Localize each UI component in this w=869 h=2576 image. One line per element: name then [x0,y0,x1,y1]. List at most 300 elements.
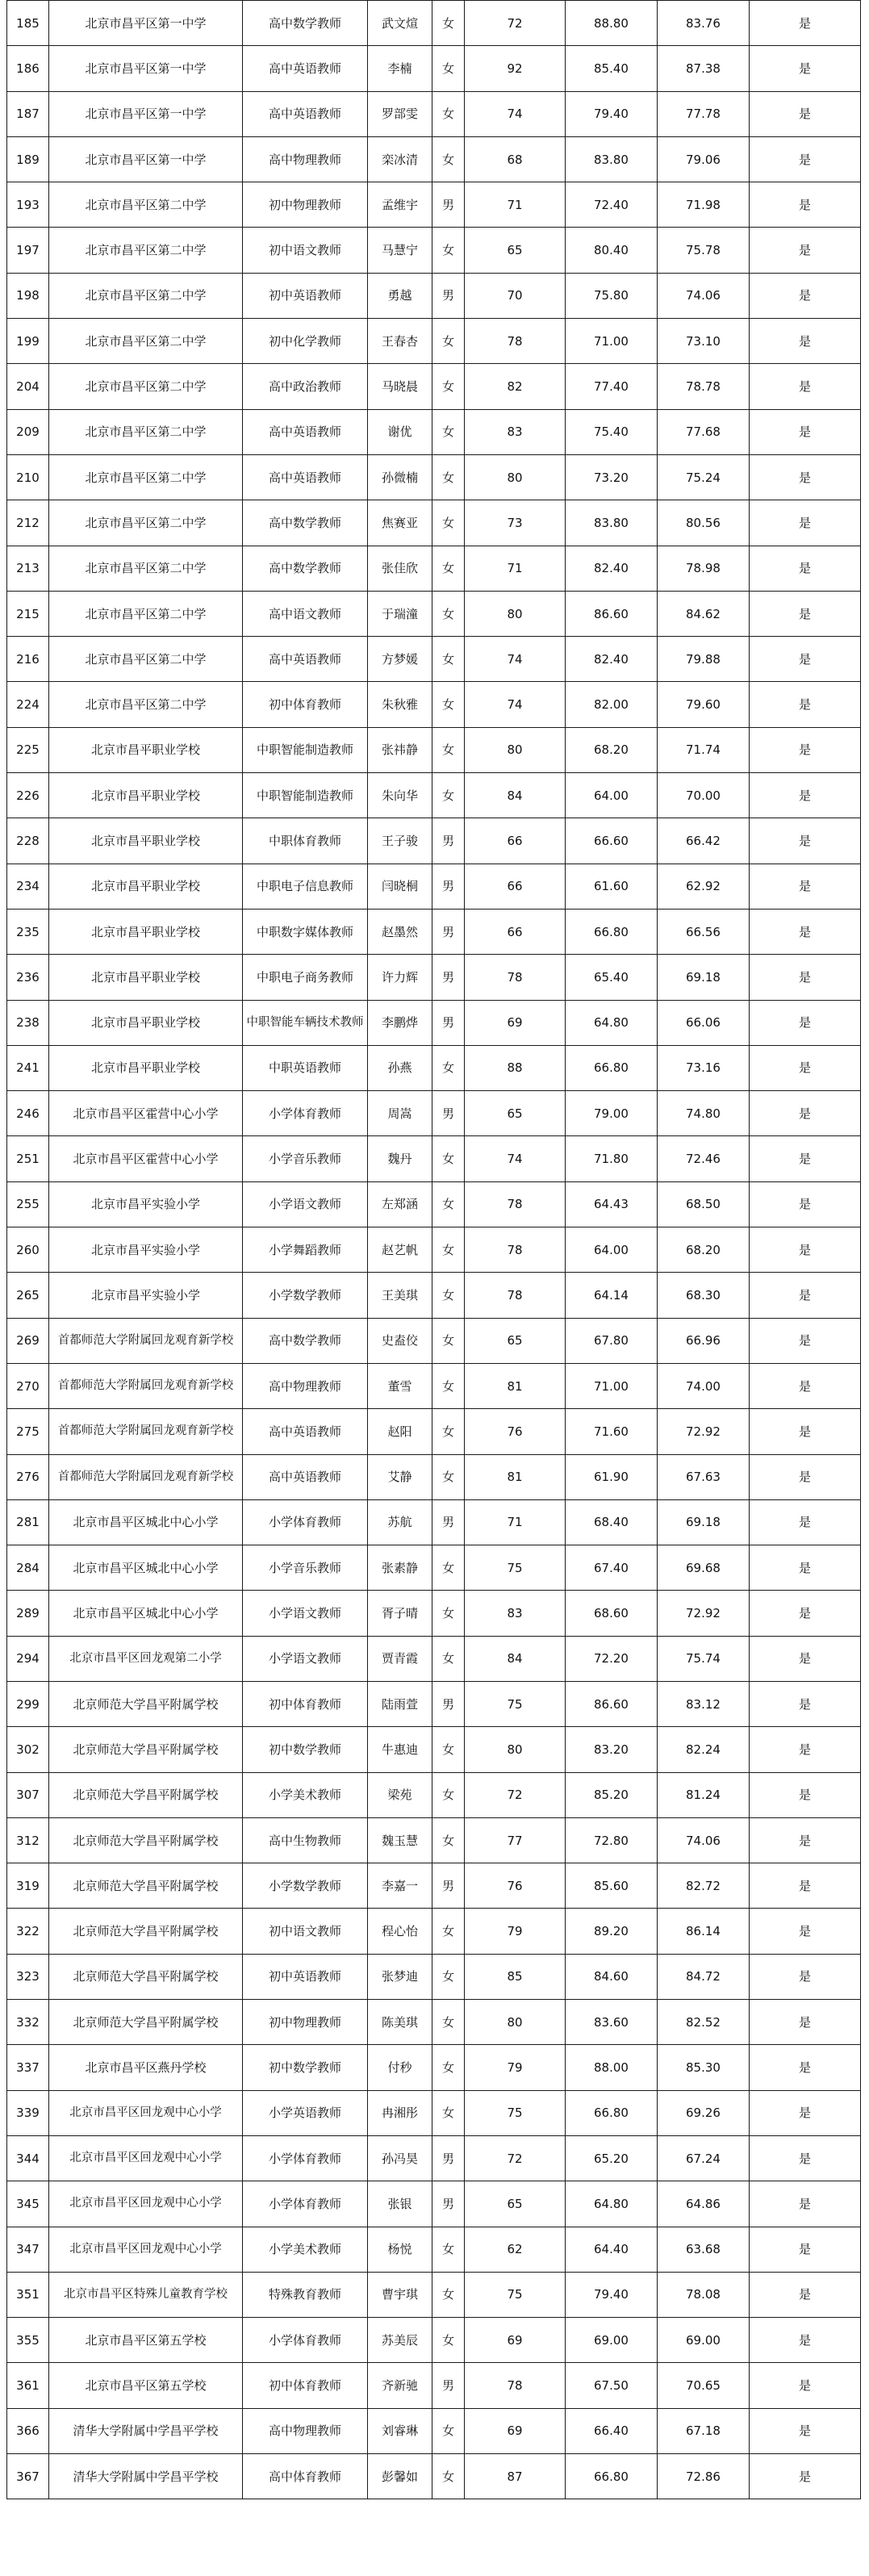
cell-gender: 女 [432,1772,465,1817]
table-row [7,1454,861,1499]
cell-qualified: 是 [750,1545,861,1591]
table-row [7,955,861,1000]
cell-position: 小学音乐教师 [243,1136,368,1181]
cell-total-score: 70.00 [658,773,750,818]
cell-gender: 男 [432,2135,465,2181]
cell-candidate-id: 197 [7,228,49,273]
cell-school: 北京师范大学昌平附属学校 [49,1681,243,1726]
cell-school: 北京市昌平职业学校 [49,864,243,909]
table-row [7,2000,861,2045]
cell-candidate-id: 236 [7,955,49,1000]
cell-name: 栾冰清 [368,136,432,182]
cell-name: 梁苑 [368,1772,432,1817]
cell-candidate-id: 235 [7,909,49,954]
cell-gender: 女 [432,1591,465,1636]
cell-total-score: 68.50 [658,1181,750,1227]
cell-interview-score: 64.14 [566,1273,658,1318]
cell-written-score: 65 [465,1091,566,1136]
cell-candidate-id: 347 [7,2227,49,2272]
cell-interview-score: 66.80 [566,2090,658,2135]
cell-interview-score: 75.80 [566,273,658,318]
cell-interview-score: 85.60 [566,1863,658,1909]
cell-position: 中职电子信息教师 [243,864,368,909]
cell-gender: 女 [432,319,465,364]
cell-school: 北京市昌平区第二中学 [49,591,243,636]
cell-written-score: 79 [465,2045,566,2090]
cell-written-score: 84 [465,773,566,818]
cell-total-score: 73.16 [658,1045,750,1090]
cell-qualified: 是 [750,1181,861,1227]
cell-total-score: 83.76 [658,1,750,46]
cell-interview-score: 82.00 [566,682,658,727]
cell-total-score: 82.72 [658,1863,750,1909]
table-row [7,1727,861,1772]
cell-school: 北京市昌平区第五学校 [49,2318,243,2363]
cell-interview-score: 79.00 [566,1091,658,1136]
cell-candidate-id: 366 [7,2408,49,2453]
table-row [7,364,861,409]
cell-name: 谢优 [368,409,432,454]
cell-candidate-id: 216 [7,637,49,682]
cell-gender: 女 [432,500,465,546]
cell-name: 程心怡 [368,1909,432,1954]
cell-written-score: 81 [465,1454,566,1499]
cell-school: 北京市昌平职业学校 [49,818,243,864]
cell-name: 彭馨如 [368,2454,432,2499]
cell-position: 特殊教育教师 [243,2272,368,2317]
cell-candidate-id: 260 [7,1227,49,1273]
cell-written-score: 71 [465,546,566,591]
cell-written-score: 74 [465,1136,566,1181]
cell-written-score: 66 [465,909,566,954]
cell-qualified: 是 [750,955,861,1000]
cell-position: 小学体育教师 [243,2181,368,2227]
cell-position: 初中化学教师 [243,319,368,364]
cell-school: 北京师范大学昌平附属学校 [49,1909,243,1954]
cell-name: 苏航 [368,1499,432,1545]
cell-name: 许力辉 [368,955,432,1000]
cell-written-score: 92 [465,46,566,91]
cell-qualified: 是 [750,1045,861,1090]
table-row [7,1136,861,1181]
cell-written-score: 83 [465,1591,566,1636]
cell-candidate-id: 270 [7,1363,49,1408]
table-row [7,2363,861,2408]
cell-candidate-id: 294 [7,1636,49,1681]
table-row [7,1545,861,1591]
cell-qualified: 是 [750,1591,861,1636]
cell-qualified: 是 [750,637,861,682]
cell-school: 北京师范大学昌平附属学校 [49,2000,243,2045]
cell-gender: 女 [432,637,465,682]
cell-candidate-id: 289 [7,1591,49,1636]
cell-candidate-id: 367 [7,2454,49,2499]
cell-interview-score: 71.00 [566,1363,658,1408]
cell-name: 魏丹 [368,1136,432,1181]
cell-gender: 男 [432,955,465,1000]
cell-position: 小学语文教师 [243,1181,368,1227]
cell-name: 史盍佼 [368,1318,432,1363]
cell-written-score: 83 [465,409,566,454]
cell-qualified: 是 [750,1727,861,1772]
cell-qualified: 是 [750,909,861,954]
cell-written-score: 70 [465,273,566,318]
cell-gender: 女 [432,2090,465,2135]
cell-name: 牛惠迪 [368,1727,432,1772]
cell-position: 小学美术教师 [243,2227,368,2272]
cell-gender: 女 [432,2408,465,2453]
table-row [7,2408,861,2453]
cell-interview-score: 68.60 [566,1591,658,1636]
cell-qualified: 是 [750,1954,861,1999]
cell-candidate-id: 332 [7,2000,49,2045]
table-row [7,409,861,454]
cell-name: 周嵩 [368,1091,432,1136]
cell-total-score: 69.18 [658,955,750,1000]
cell-candidate-id: 307 [7,1772,49,1817]
cell-name: 刘睿琳 [368,2408,432,2453]
cell-total-score: 71.74 [658,727,750,772]
cell-total-score: 69.18 [658,1499,750,1545]
cell-name: 冉湘彤 [368,2090,432,2135]
cell-candidate-id: 275 [7,1409,49,1454]
cell-candidate-id: 281 [7,1499,49,1545]
cell-qualified: 是 [750,228,861,273]
cell-name: 张银 [368,2181,432,2227]
cell-gender: 女 [432,1727,465,1772]
cell-gender: 男 [432,1681,465,1726]
cell-written-score: 75 [465,1681,566,1726]
cell-school: 北京市昌平区特殊儿童教育学校 [49,2272,243,2317]
cell-position: 中职数字媒体教师 [243,909,368,954]
table-row [7,1045,861,1090]
cell-school: 北京市昌平区回龙观中心小学 [49,2181,243,2227]
cell-school: 首都师范大学附属回龙观育新学校 [49,1363,243,1408]
cell-total-score: 85.30 [658,2045,750,2090]
cell-school: 北京市昌平职业学校 [49,955,243,1000]
table-row [7,500,861,546]
cell-qualified: 是 [750,319,861,364]
cell-interview-score: 64.43 [566,1181,658,1227]
cell-qualified: 是 [750,2318,861,2363]
cell-position: 高中英语教师 [243,409,368,454]
cell-school: 北京市昌平区第二中学 [49,637,243,682]
cell-school: 北京市昌平实验小学 [49,1227,243,1273]
cell-name: 赵阳 [368,1409,432,1454]
cell-position: 小学舞蹈教师 [243,1227,368,1273]
cell-interview-score: 85.20 [566,1772,658,1817]
cell-school: 北京师范大学昌平附属学校 [49,1954,243,1999]
cell-candidate-id: 228 [7,818,49,864]
cell-qualified: 是 [750,182,861,228]
cell-written-score: 71 [465,182,566,228]
cell-written-score: 80 [465,727,566,772]
cell-written-score: 78 [465,1181,566,1227]
cell-total-score: 67.24 [658,2135,750,2181]
cell-school: 清华大学附属中学昌平学校 [49,2408,243,2453]
cell-interview-score: 65.20 [566,2135,658,2181]
cell-interview-score: 64.80 [566,1000,658,1045]
cell-school: 北京市昌平区城北中心小学 [49,1591,243,1636]
cell-candidate-id: 361 [7,2363,49,2408]
cell-qualified: 是 [750,2135,861,2181]
cell-position: 中职英语教师 [243,1045,368,1090]
table-body [7,1,861,2499]
cell-gender: 女 [432,2045,465,2090]
cell-name: 王春杏 [368,319,432,364]
cell-gender: 男 [432,273,465,318]
cell-interview-score: 85.40 [566,46,658,91]
cell-interview-score: 72.80 [566,1817,658,1863]
cell-candidate-id: 186 [7,46,49,91]
cell-total-score: 74.06 [658,273,750,318]
cell-position: 高中英语教师 [243,637,368,682]
cell-gender: 女 [432,1181,465,1227]
cell-name: 李嘉一 [368,1863,432,1909]
cell-written-score: 75 [465,1545,566,1591]
cell-position: 中职智能制造教师 [243,773,368,818]
cell-gender: 女 [432,1227,465,1273]
cell-written-score: 74 [465,91,566,136]
cell-candidate-id: 241 [7,1045,49,1090]
cell-gender: 女 [432,1136,465,1181]
cell-name: 赵艺帆 [368,1227,432,1273]
cell-qualified: 是 [750,818,861,864]
cell-candidate-id: 209 [7,409,49,454]
cell-gender: 男 [432,182,465,228]
cell-written-score: 88 [465,1045,566,1090]
cell-position: 小学体育教师 [243,1499,368,1545]
cell-qualified: 是 [750,364,861,409]
table-row [7,1181,861,1227]
cell-name: 李楠 [368,46,432,91]
cell-written-score: 87 [465,2454,566,2499]
table-row [7,1,861,46]
cell-position: 高中英语教师 [243,1454,368,1499]
cell-name: 王美琪 [368,1273,432,1318]
cell-candidate-id: 276 [7,1454,49,1499]
cell-candidate-id: 265 [7,1273,49,1318]
cell-total-score: 82.24 [658,1727,750,1772]
cell-written-score: 78 [465,1227,566,1273]
cell-school: 首都师范大学附属回龙观育新学校 [49,1318,243,1363]
cell-gender: 女 [432,1545,465,1591]
cell-name: 马慧宁 [368,228,432,273]
cell-total-score: 72.92 [658,1409,750,1454]
cell-candidate-id: 187 [7,91,49,136]
cell-school: 北京市昌平区第一中学 [49,46,243,91]
cell-interview-score: 88.00 [566,2045,658,2090]
cell-interview-score: 67.50 [566,2363,658,2408]
cell-total-score: 66.56 [658,909,750,954]
cell-school: 北京市昌平职业学校 [49,727,243,772]
cell-interview-score: 66.80 [566,2454,658,2499]
cell-school: 北京市昌平区燕丹学校 [49,2045,243,2090]
cell-interview-score: 79.40 [566,2272,658,2317]
cell-school: 北京市昌平区城北中心小学 [49,1499,243,1545]
table-row [7,1499,861,1545]
cell-position: 高中数学教师 [243,546,368,591]
cell-interview-score: 71.80 [566,1136,658,1181]
cell-position: 中职智能车辆技术教师 [243,1000,368,1045]
cell-interview-score: 61.60 [566,864,658,909]
cell-written-score: 72 [465,1772,566,1817]
cell-written-score: 78 [465,2363,566,2408]
cell-gender: 女 [432,2000,465,2045]
cell-total-score: 70.65 [658,2363,750,2408]
cell-candidate-id: 299 [7,1681,49,1726]
cell-position: 初中体育教师 [243,1681,368,1726]
cell-school: 北京市昌平区第五学校 [49,2363,243,2408]
cell-candidate-id: 302 [7,1727,49,1772]
table-row [7,182,861,228]
cell-name: 于瑞潼 [368,591,432,636]
cell-written-score: 80 [465,2000,566,2045]
cell-qualified: 是 [750,2363,861,2408]
cell-name: 焦赛亚 [368,500,432,546]
cell-position: 高中数学教师 [243,500,368,546]
cell-candidate-id: 255 [7,1181,49,1227]
cell-qualified: 是 [750,864,861,909]
cell-qualified: 是 [750,591,861,636]
cell-position: 初中英语教师 [243,273,368,318]
cell-position: 初中物理教师 [243,182,368,228]
cell-total-score: 63.68 [658,2227,750,2272]
cell-name: 闫晓桐 [368,864,432,909]
cell-interview-score: 66.40 [566,2408,658,2453]
cell-school: 北京市昌平职业学校 [49,773,243,818]
cell-interview-score: 83.80 [566,136,658,182]
cell-position: 高中英语教师 [243,454,368,500]
cell-school: 北京市昌平实验小学 [49,1181,243,1227]
table-row [7,2272,861,2317]
cell-interview-score: 66.80 [566,1045,658,1090]
cell-written-score: 68 [465,136,566,182]
cell-qualified: 是 [750,136,861,182]
cell-gender: 男 [432,864,465,909]
cell-school: 北京市昌平职业学校 [49,1000,243,1045]
cell-total-score: 82.52 [658,2000,750,2045]
cell-total-score: 62.92 [658,864,750,909]
cell-total-score: 72.86 [658,2454,750,2499]
cell-name: 孟维宇 [368,182,432,228]
cell-school: 北京市昌平区霍营中心小学 [49,1091,243,1136]
cell-position: 高中政治教师 [243,364,368,409]
cell-total-score: 81.24 [658,1772,750,1817]
table-row [7,1681,861,1726]
cell-written-score: 62 [465,2227,566,2272]
cell-candidate-id: 234 [7,864,49,909]
cell-position: 小学体育教师 [243,2318,368,2363]
cell-name: 陈美琪 [368,2000,432,2045]
cell-total-score: 77.78 [658,91,750,136]
cell-written-score: 72 [465,2135,566,2181]
cell-interview-score: 66.80 [566,909,658,954]
table-row [7,727,861,772]
cell-interview-score: 73.20 [566,454,658,500]
cell-school: 北京市昌平区第二中学 [49,273,243,318]
cell-interview-score: 82.40 [566,637,658,682]
cell-qualified: 是 [750,727,861,772]
cell-gender: 女 [432,773,465,818]
cell-name: 张佳欣 [368,546,432,591]
cell-candidate-id: 269 [7,1318,49,1363]
table-row [7,91,861,136]
cell-candidate-id: 344 [7,2135,49,2181]
cell-position: 小学语文教师 [243,1591,368,1636]
cell-gender: 女 [432,91,465,136]
cell-gender: 女 [432,1363,465,1408]
cell-school: 北京市昌平区第二中学 [49,182,243,228]
cell-total-score: 73.10 [658,319,750,364]
cell-position: 小学体育教师 [243,1091,368,1136]
cell-school: 北京市昌平职业学校 [49,1045,243,1090]
table-row [7,1954,861,1999]
cell-position: 初中英语教师 [243,1954,368,1999]
cell-qualified: 是 [750,1636,861,1681]
cell-gender: 男 [432,1000,465,1045]
cell-total-score: 64.86 [658,2181,750,2227]
cell-written-score: 78 [465,955,566,1000]
cell-school: 北京市昌平区第二中学 [49,228,243,273]
cell-school: 北京师范大学昌平附属学校 [49,1817,243,1863]
table-row [7,2454,861,2499]
cell-candidate-id: 355 [7,2318,49,2363]
cell-total-score: 84.72 [658,1954,750,1999]
table-row [7,136,861,182]
cell-qualified: 是 [750,2181,861,2227]
cell-qualified: 是 [750,1,861,46]
cell-name: 孙冯昊 [368,2135,432,2181]
cell-school: 北京市昌平区第二中学 [49,364,243,409]
cell-candidate-id: 185 [7,1,49,46]
cell-total-score: 84.62 [658,591,750,636]
cell-written-score: 85 [465,1954,566,1999]
cell-position: 小学美术教师 [243,1772,368,1817]
cell-school: 清华大学附属中学昌平学校 [49,2454,243,2499]
cell-written-score: 69 [465,2408,566,2453]
cell-school: 北京市昌平区霍营中心小学 [49,1136,243,1181]
cell-total-score: 79.06 [658,136,750,182]
cell-written-score: 78 [465,1273,566,1318]
cell-total-score: 69.26 [658,2090,750,2135]
cell-total-score: 68.20 [658,1227,750,1273]
cell-qualified: 是 [750,1499,861,1545]
cell-written-score: 71 [465,1499,566,1545]
cell-qualified: 是 [750,682,861,727]
table-row [7,1227,861,1273]
cell-written-score: 80 [465,591,566,636]
table-row [7,818,861,864]
cell-name: 朱秋雅 [368,682,432,727]
cell-interview-score: 69.00 [566,2318,658,2363]
table-row [7,2318,861,2363]
cell-school: 北京市昌平区第一中学 [49,1,243,46]
cell-name: 张素静 [368,1545,432,1591]
cell-interview-score: 64.00 [566,773,658,818]
cell-name: 孙燕 [368,1045,432,1090]
cell-candidate-id: 224 [7,682,49,727]
cell-school: 北京师范大学昌平附属学校 [49,1727,243,1772]
cell-total-score: 83.12 [658,1681,750,1726]
cell-qualified: 是 [750,91,861,136]
cell-position: 中职智能制造教师 [243,727,368,772]
cell-qualified: 是 [750,2227,861,2272]
cell-candidate-id: 226 [7,773,49,818]
cell-interview-score: 61.90 [566,1454,658,1499]
cell-name: 赵墨然 [368,909,432,954]
cell-total-score: 75.24 [658,454,750,500]
